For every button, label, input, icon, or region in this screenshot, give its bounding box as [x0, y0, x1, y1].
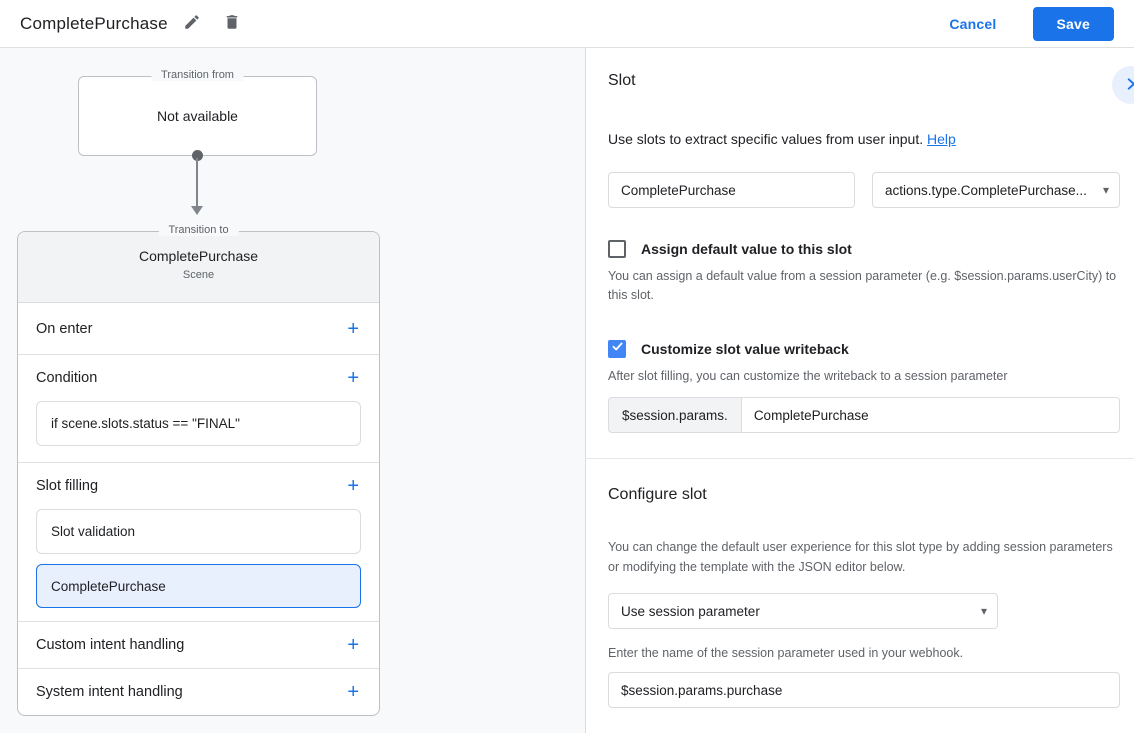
scene-name: CompletePurchase	[138, 248, 259, 264]
session-param-hint: Enter the name of the session parameter used in your webhook.	[608, 646, 964, 661]
scene-type-label: Scene	[182, 269, 215, 281]
add-system-intent-button[interactable]: +	[347, 681, 359, 703]
assign-default-checkbox[interactable]	[608, 240, 626, 258]
slot-type-select[interactable]	[872, 172, 1120, 208]
writeback-description: After slot filling, you can customize the writeback to a session parameter	[608, 368, 1008, 383]
slot-item-validation[interactable]: Slot validation	[36, 509, 361, 554]
slot-item-completepurchase[interactable]: CompletePurchase	[36, 564, 361, 608]
slot-intro-sentence: Use slots to extract specific values from user input.	[608, 131, 924, 147]
writeback-row	[608, 340, 1120, 358]
slot-config-value: Use session parameter	[621, 603, 760, 619]
chevron-right-icon	[1124, 77, 1134, 94]
connector-line	[196, 158, 198, 207]
writeback-param-group	[608, 397, 1120, 433]
condition-item[interactable]: if scene.slots.status == "FINAL"	[36, 401, 361, 446]
on-enter-label: On enter	[36, 320, 93, 337]
add-on-enter-button[interactable]: +	[347, 317, 359, 340]
writeback-checkbox[interactable]	[608, 340, 626, 358]
panel-title: Slot	[608, 72, 636, 89]
edit-button[interactable]	[176, 8, 208, 40]
custom-intent-label: Custom intent handling	[36, 637, 185, 653]
top-bar	[0, 0, 1134, 48]
transition-to-legend: Transition to	[158, 224, 238, 236]
add-custom-intent-button[interactable]: +	[347, 634, 359, 656]
condition-section	[18, 354, 379, 462]
slot-intro-text	[608, 131, 1120, 147]
configure-slot-description: You can change the default user experience for this slot type by adding session parameters or modifying the template with the JSON editor below.	[608, 540, 1113, 575]
system-intent-label: System intent handling	[36, 684, 183, 700]
transition-from-legend: Transition from	[151, 69, 244, 81]
assign-default-row	[608, 240, 1120, 258]
transition-to-card	[17, 224, 380, 716]
save-button[interactable]: Save	[1033, 7, 1115, 41]
section-divider	[586, 458, 1134, 459]
slot-detail-panel	[586, 48, 1134, 733]
transition-from-box	[78, 69, 317, 156]
slot-type-value: actions.type.CompletePurchase...	[885, 182, 1087, 198]
slot-name-input[interactable]	[608, 172, 855, 208]
dropdown-caret-icon: ▾	[980, 604, 987, 619]
transition-from-value: Not available	[157, 108, 238, 124]
cancel-button[interactable]: Cancel	[933, 8, 1012, 40]
slot-config-select[interactable]	[608, 593, 998, 629]
writeback-label: Customize slot value writeback	[641, 340, 849, 357]
delete-button[interactable]	[216, 8, 248, 40]
on-enter-row[interactable]	[18, 303, 379, 354]
connector-arrowhead-icon	[191, 206, 203, 215]
page-title: CompletePurchase	[20, 13, 168, 33]
session-param-input[interactable]	[608, 672, 1120, 708]
assign-default-description: You can assign a default value from a session parameter (e.g. $session.params.userCity) to this slot.	[608, 269, 1117, 303]
checkmark-icon	[611, 340, 624, 358]
slot-filling-section	[18, 462, 379, 621]
trash-icon	[223, 13, 241, 34]
writeback-param-input[interactable]	[741, 397, 1120, 433]
session-params-prefix: $session.params.	[608, 397, 741, 433]
pencil-icon	[183, 13, 201, 34]
slot-filling-label: Slot filling	[36, 478, 99, 494]
custom-intent-row[interactable]	[18, 621, 379, 668]
assign-default-label: Assign default value to this slot	[641, 241, 852, 257]
system-intent-row[interactable]	[18, 668, 379, 715]
add-slot-button[interactable]: +	[347, 475, 359, 497]
configure-slot-title: Configure slot	[608, 486, 707, 504]
dropdown-caret-icon: ▾	[1102, 183, 1109, 197]
help-link[interactable]: Help	[927, 131, 956, 147]
scene-canvas	[0, 48, 586, 733]
slot-fields-row	[608, 172, 1120, 208]
condition-label: Condition	[36, 370, 98, 386]
scene-card-header	[18, 232, 379, 303]
add-condition-button[interactable]: +	[347, 367, 359, 389]
